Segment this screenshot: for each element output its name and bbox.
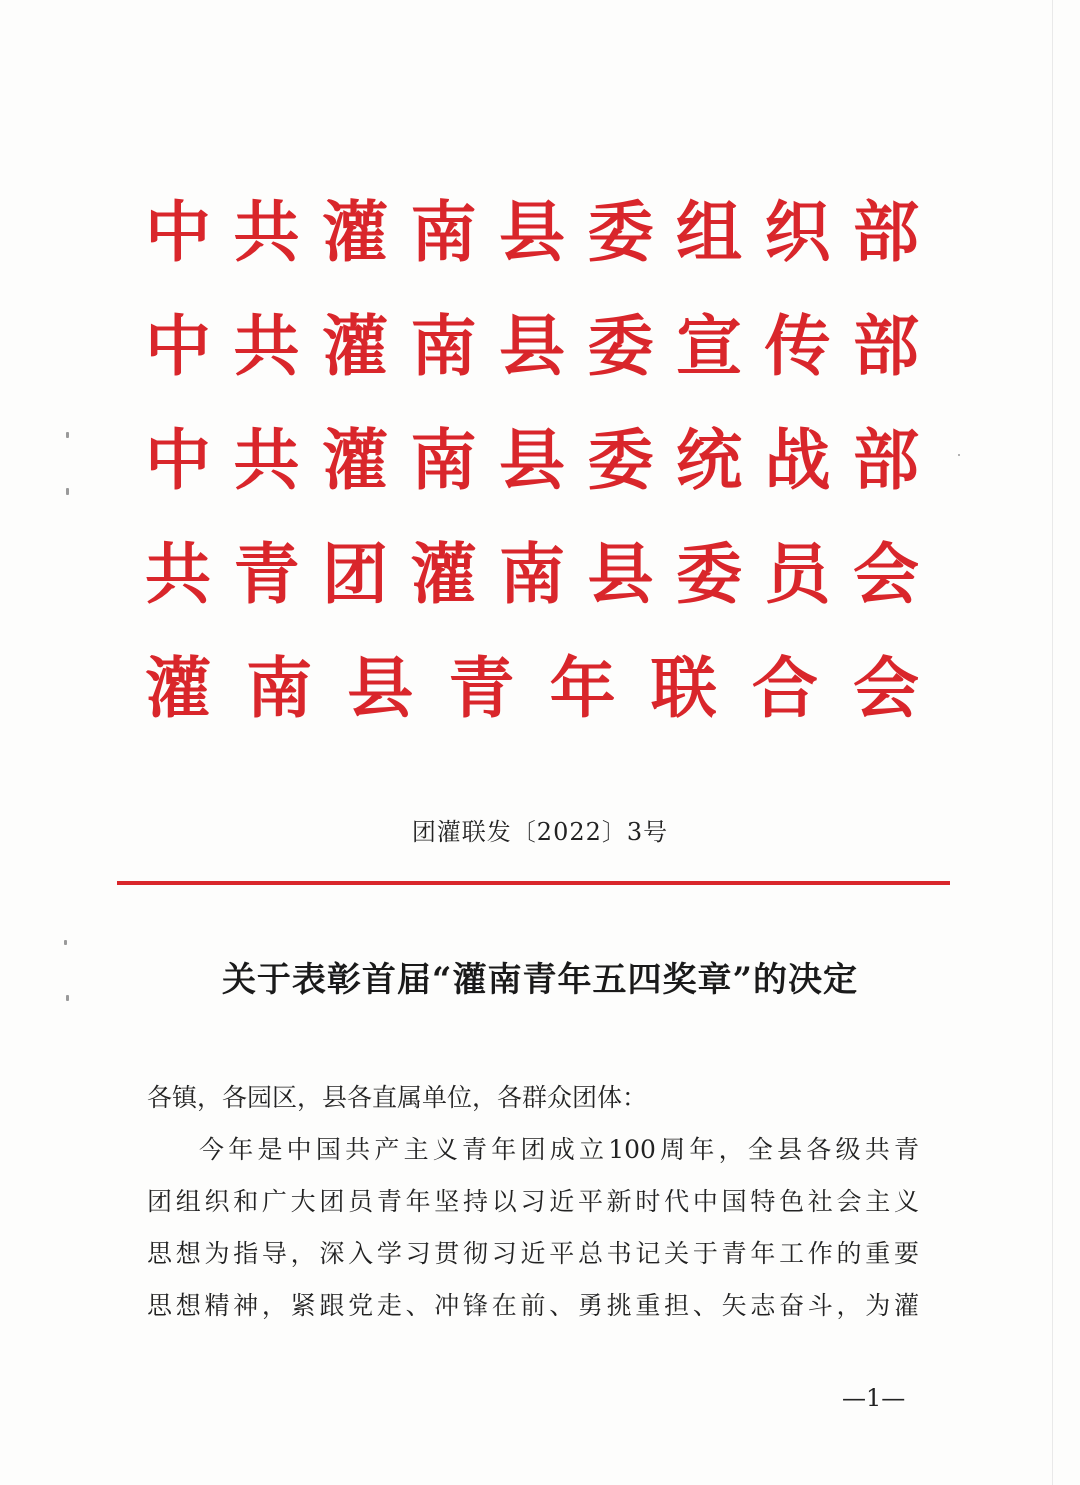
- issuer-line: [142, 649, 922, 766]
- salutation: 各镇，各园区，县各直属单位，各群众团体：: [147, 1083, 648, 1112]
- issuer-line: [142, 193, 922, 310]
- issuer-line: [142, 421, 922, 538]
- body-text: [147, 1072, 919, 1332]
- issuer-character: 灌: [145, 649, 211, 727]
- body-line: 今年是中国共产主义青年团成立100周年，全县各级共青: [199, 1135, 919, 1164]
- issuer-character: 中: [145, 421, 211, 499]
- issuer-line: [142, 535, 922, 652]
- scan-mark: [64, 940, 67, 945]
- issuer-character: 县: [499, 193, 565, 271]
- issuer-block: [142, 193, 922, 766]
- issuer-character: 灌: [322, 193, 388, 271]
- issuer-character: 部: [853, 193, 919, 271]
- issuer-character: 组: [676, 193, 742, 271]
- document-number: 团灌联发〔2022〕3号: [411, 818, 669, 846]
- issuer-character: 灌: [322, 307, 388, 385]
- issuer-character: 中: [145, 307, 211, 385]
- issuer-character: 县: [499, 421, 565, 499]
- issuer-character: 共: [233, 307, 300, 385]
- issuer-character: 青: [233, 535, 300, 613]
- issuer-character: 中: [145, 193, 211, 271]
- scan-mark: [66, 488, 69, 495]
- issuer-character: 南: [246, 649, 313, 727]
- body-line: 团组织和广大团员青年坚持以习近平新时代中国特色社会主义: [147, 1187, 919, 1216]
- issuer-character: 青: [448, 649, 515, 727]
- issuer-character: 传: [764, 307, 831, 385]
- issuer-character: 织: [764, 193, 831, 271]
- issuer-character: 统: [676, 421, 742, 499]
- issuer-character: 灌: [410, 535, 477, 613]
- issuer-character: 部: [853, 307, 919, 385]
- body-line: 思想为指导，深入学习贯彻习近平总书记关于青年工作的重要: [147, 1239, 919, 1268]
- issuer-character: 县: [347, 649, 414, 727]
- issuer-character: 南: [410, 307, 477, 385]
- issuer-character: 宣: [676, 307, 742, 385]
- document-title: 关于表彰首届“灌南青年五四奖章”的决定: [221, 960, 859, 1000]
- issuer-character: 部: [853, 421, 919, 499]
- issuer-character: 会: [853, 535, 919, 613]
- issuer-character: 团: [322, 535, 388, 613]
- issuer-character: 县: [499, 307, 565, 385]
- scan-mark: [66, 432, 69, 438]
- issuer-character: 南: [410, 193, 477, 271]
- issuer-character: 委: [587, 421, 654, 499]
- issuer-character: 委: [587, 193, 654, 271]
- issuer-character: 战: [764, 421, 831, 499]
- body-line: 思想精神，紧跟党走、冲锋在前、勇挑重担、矢志奋斗，为灌: [147, 1291, 919, 1320]
- issuer-character: 共: [233, 421, 300, 499]
- issuer-character: 县: [587, 535, 654, 613]
- issuer-line: [142, 307, 922, 424]
- issuer-character: 委: [587, 307, 654, 385]
- scan-edge: [1052, 0, 1053, 1485]
- scan-mark: [66, 995, 69, 1001]
- issuer-character: 灌: [322, 421, 388, 499]
- issuer-character: 共: [233, 193, 300, 271]
- issuer-character: 共: [145, 535, 211, 613]
- issuer-character: 年: [549, 649, 616, 727]
- issuer-character: 南: [499, 535, 565, 613]
- issuer-character: 联: [650, 649, 717, 727]
- page-number: —1—: [842, 1384, 906, 1412]
- scan-mark: [958, 454, 960, 456]
- red-divider-line: [117, 881, 950, 885]
- issuer-character: 委: [676, 535, 742, 613]
- issuer-character: 合: [751, 649, 818, 727]
- issuer-character: 员: [764, 535, 831, 613]
- issuer-character: 南: [410, 421, 477, 499]
- issuer-character: 会: [852, 649, 919, 727]
